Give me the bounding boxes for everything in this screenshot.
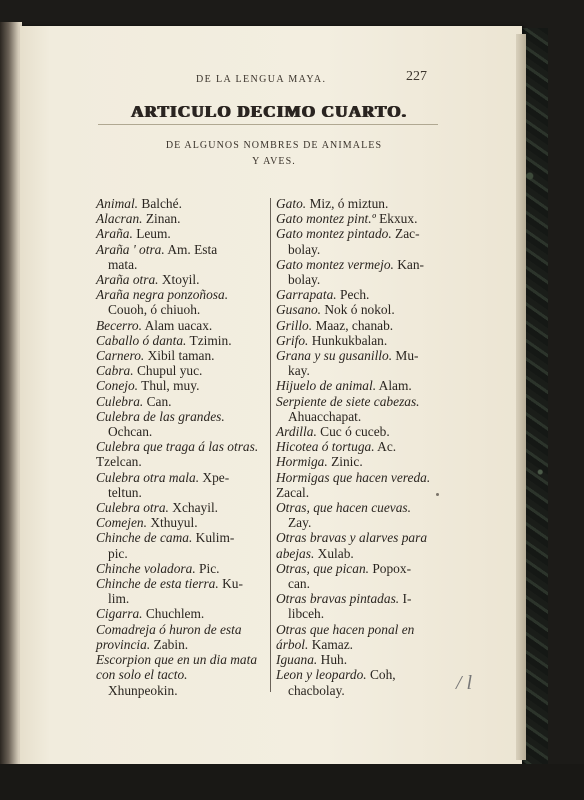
entry-gloss: Ku- — [222, 576, 243, 592]
entry-gloss: Popox- — [372, 560, 412, 576]
dictionary-entry — [96, 226, 266, 241]
entry-term: Grana y su gusanillo. — [276, 348, 393, 364]
entry-term: Garrapata. — [276, 287, 337, 303]
entry-continuation: lim. — [108, 591, 130, 607]
entry-term: Otras bravas pintadas. — [276, 591, 400, 607]
dictionary-entry — [96, 500, 266, 515]
dictionary-entry — [276, 470, 448, 500]
bottom-shadow — [0, 764, 584, 800]
entry-term: Otras que hacen ponal en árbol. — [276, 621, 415, 652]
entry-term: Culebra. — [96, 393, 144, 409]
entry-continuation: teltun. — [108, 484, 142, 500]
dictionary-entry — [96, 333, 266, 348]
entry-gloss: Zacal. — [276, 484, 310, 500]
entry-gloss: Kulim- — [195, 530, 235, 546]
subtitle-line: DE ALGUNOS NOMBRES DE ANIMALES — [165, 140, 383, 151]
entry-term: Cabra. — [96, 363, 134, 379]
column-divider — [270, 198, 271, 692]
dictionary-entry — [276, 196, 448, 211]
dictionary-entry — [276, 226, 448, 256]
entry-gloss: Leum. — [136, 226, 171, 242]
entry-term: Chinche voladora. — [96, 560, 196, 576]
entry-term: Chinche de esta tierra. — [96, 576, 219, 592]
entry-term: Becerro. — [96, 317, 142, 333]
section-subtitle — [140, 138, 408, 170]
dictionary-entry — [96, 272, 266, 287]
entry-continuation: chacbolay. — [288, 682, 345, 698]
dictionary-entry — [276, 622, 448, 652]
dictionary-entry — [96, 606, 266, 621]
entry-gloss: Xulab. — [317, 545, 354, 561]
entry-term: Araña otra. — [96, 272, 159, 288]
entry-continuation: Zay. — [288, 515, 312, 531]
title-rule — [98, 124, 438, 125]
entry-gloss: Hunkukbalan. — [311, 332, 388, 348]
entry-gloss: Zabin. — [153, 636, 189, 652]
entry-continuation: libceh. — [288, 606, 325, 622]
entry-continuation: Couoh, ó chiuoh. — [108, 302, 201, 318]
dictionary-entry — [276, 667, 448, 697]
entry-term: Gato. — [276, 196, 307, 211]
entry-gloss: Nok ó nokol. — [324, 302, 395, 318]
entry-term: Culebra otra. — [96, 500, 169, 516]
entry-term: Hijuelo de animal. — [276, 378, 377, 394]
right-column — [276, 196, 448, 698]
dictionary-entry — [276, 500, 448, 530]
dictionary-entry — [276, 439, 448, 454]
entry-term: Alacran. — [96, 211, 143, 227]
entry-term: Comadreja ó huron de esta provincia. — [96, 621, 242, 652]
dictionary-entry — [276, 591, 448, 621]
entry-gloss: Zinic. — [331, 454, 363, 470]
dictionary-entry — [276, 454, 448, 469]
entry-gloss: Chuchlem. — [145, 606, 205, 622]
entry-term: Hicotea ó tortuga. — [276, 439, 375, 455]
entry-term: Serpiente de siete cabezas. — [276, 393, 420, 409]
entry-term: Hormigas que hacen vereda. — [276, 469, 431, 485]
entry-gloss: Chupul yuc. — [136, 363, 203, 379]
entry-gloss: Maaz, chanab. — [315, 317, 394, 333]
entry-term: Cigarra. — [96, 606, 143, 622]
dictionary-entry — [276, 378, 448, 393]
entry-gloss: Pic. — [199, 560, 220, 576]
entry-gloss: Miz, ó miztun. — [309, 196, 389, 211]
entry-term: Otras, que hacen cuevas. — [276, 500, 411, 516]
running-head: DE LA LENGUA MAYA. — [196, 74, 327, 85]
entry-gloss: I- — [402, 591, 412, 607]
dictionary-entry — [96, 196, 266, 211]
entry-term: Carnero. — [96, 348, 145, 364]
entry-term: Ardilla. — [276, 424, 317, 440]
entry-gloss: Alam. — [378, 378, 412, 394]
dictionary-entry — [96, 470, 266, 500]
entry-term: Otras bravas y alarves para abejas. — [276, 530, 428, 561]
entry-term: Culebra otra mala. — [96, 469, 200, 485]
entry-term: Araña negra ponzoñosa. — [96, 287, 229, 303]
entry-term: Culebra que traga á las otras. — [96, 439, 259, 455]
entry-gloss: Am. Esta — [167, 241, 218, 257]
dictionary-entry — [276, 257, 448, 287]
entry-term: Gusano. — [276, 302, 322, 318]
entry-gloss: Balché. — [141, 196, 182, 211]
entry-term: Caballo ó danta. — [96, 332, 187, 348]
entry-gloss: Alam uacax. — [144, 317, 213, 333]
entry-gloss: Tzelcan. — [96, 454, 142, 470]
dictionary-entry — [96, 287, 266, 317]
dictionary-entry — [276, 333, 448, 348]
entry-gloss: Ekxux. — [379, 211, 418, 227]
entry-gloss: Tzimin. — [189, 332, 232, 348]
entry-term: Chinche de cama. — [96, 530, 193, 546]
book-fore-edge — [0, 22, 22, 780]
dictionary-entry — [96, 242, 266, 272]
entry-continuation: can. — [288, 576, 310, 592]
entry-term: Conejo. — [96, 378, 139, 394]
subtitle-line: Y AVES. — [252, 156, 296, 167]
entry-continuation: Ahuacchapat. — [288, 408, 362, 424]
entry-term: Grillo. — [276, 317, 313, 333]
entry-term: Animal. — [96, 196, 139, 211]
dictionary-entry — [96, 318, 266, 333]
margin-annotation: / l — [456, 672, 473, 694]
page-number: 227 — [406, 69, 427, 84]
entry-term: Otras, que pican. — [276, 560, 369, 576]
entry-gloss: Can. — [146, 393, 172, 409]
entry-term: Comejen. — [96, 515, 147, 531]
dictionary-entry — [96, 348, 266, 363]
entry-gloss: Kamaz. — [311, 636, 353, 652]
dictionary-entry — [96, 409, 266, 439]
entry-continuation: pic. — [108, 545, 128, 561]
dictionary-entry — [276, 302, 448, 317]
entry-term: Gato montez vermejo. — [276, 256, 394, 272]
dictionary-entry — [276, 652, 448, 667]
entry-gloss: Cuc ó cuceb. — [320, 424, 390, 440]
entry-term: Hormiga. — [276, 454, 328, 470]
entry-gloss: Zinan. — [145, 211, 181, 227]
entry-continuation: kay. — [288, 363, 310, 379]
entry-gloss: Xtoyil. — [161, 272, 200, 288]
entry-continuation: mata. — [108, 256, 138, 272]
entry-gloss: Xchayil. — [172, 500, 219, 516]
entry-term: Araña. — [96, 226, 133, 242]
entry-term: Gato montez pintado. — [276, 226, 392, 242]
entry-gloss: Xthuyul. — [150, 515, 198, 531]
dictionary-entry — [276, 287, 448, 302]
dictionary-entry — [96, 652, 266, 698]
entry-gloss: Kan- — [397, 256, 425, 272]
entry-continuation: bolay. — [288, 272, 321, 288]
entry-gloss: Xibil taman. — [147, 348, 215, 364]
left-column — [96, 196, 266, 698]
dictionary-entry — [96, 622, 266, 652]
dictionary-entry — [96, 515, 266, 530]
entry-continuation: bolay. — [288, 241, 321, 257]
dictionary-entry — [276, 394, 448, 424]
dictionary-entry — [96, 439, 266, 469]
section-title: ARTICULO DECIMO CUARTO. — [131, 102, 407, 121]
entry-term: Leon y leopardo. — [276, 667, 367, 683]
dictionary-entry — [276, 424, 448, 439]
entry-gloss: Pech. — [340, 287, 370, 303]
entry-gloss: Mu- — [395, 348, 419, 364]
entry-term: Gato montez pint.º — [276, 211, 376, 227]
entry-term: Escorpion que en un dia mata con solo el tacto. — [96, 652, 258, 683]
dictionary-entry — [276, 530, 448, 560]
dictionary-entry — [276, 211, 448, 226]
entry-term: Grifo. — [276, 332, 309, 348]
dictionary-entry — [96, 378, 266, 393]
entry-gloss: Coh, — [369, 667, 396, 683]
entry-gloss: Ac. — [377, 439, 397, 455]
paper-fleck — [436, 493, 439, 496]
dictionary-entry — [96, 211, 266, 226]
entry-continuation: Ochcan. — [108, 424, 153, 440]
page-edge — [516, 34, 526, 760]
entry-term: Araña ' otra. — [96, 241, 165, 257]
dictionary-entry — [96, 561, 266, 576]
entry-term: Iguana. — [276, 652, 318, 668]
entry-term: Culebra de las grandes. — [96, 408, 225, 424]
entry-continuation: Xhunpeokin. — [108, 682, 178, 698]
dictionary-entry — [96, 576, 266, 606]
entry-gloss: Zac- — [395, 226, 420, 242]
entry-gloss: Huh. — [320, 652, 348, 668]
dictionary-entry — [96, 394, 266, 409]
entry-gloss: Thul, muy. — [141, 378, 200, 394]
dictionary-entry — [276, 318, 448, 333]
dictionary-entry — [96, 363, 266, 378]
dictionary-entry — [276, 561, 448, 591]
entry-gloss: Xpe- — [202, 469, 230, 485]
dictionary-entry — [276, 348, 448, 378]
dictionary-entry — [96, 530, 266, 560]
